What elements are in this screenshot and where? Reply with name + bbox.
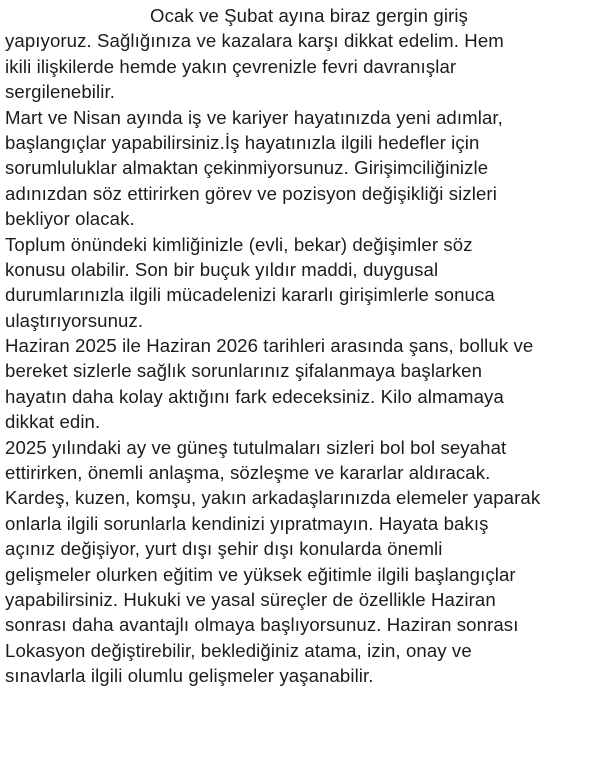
text-line: sonrası daha avantajlı olmaya başlıyorsunuz. Haziran sonrası (5, 614, 519, 636)
text-line: Toplum önündeki kimliğinizle (evli, bekar) değişimler söz (5, 233, 473, 255)
text-line: ikili ilişkilerde hemde yakın çevrenizle fevri davranışlar (5, 55, 457, 77)
text-line: Ocak ve Şubat ayına biraz gergin giriş (150, 5, 468, 26)
text-line: Haziran 2025 ile Haziran 2026 tarihleri arasında şans, bolluk ve (5, 335, 534, 357)
text-line: sınavlarla ilgili olumlu gelişmeler yaşanabilir. (5, 665, 374, 687)
text-line: dikkat edin. (5, 411, 101, 433)
text-line: gelişmeler olurken eğitim ve yüksek eğitimle ilgili başlangıçlar (5, 563, 516, 585)
text-line: bereket sizlerle sağlık sorunlarınız şifalanmaya başlarken (5, 360, 483, 382)
text-line: adınızdan söz ettirirken görev ve pozisyon değişikliği sizleri (5, 182, 497, 204)
text-line: sorumluluklar almaktan çekinmiyorsunuz. Girişimciliğinizle (5, 157, 489, 179)
text-line: bekliyor olacak. (5, 208, 135, 230)
text-line: Mart ve Nisan ayında iş ve kariyer hayatınızda yeni adımlar, (5, 106, 503, 128)
text-line: Lokasyon değiştirebilir, beklediğiniz atama, izin, onay ve (5, 639, 472, 661)
text-line: yapıyoruz. Sağlığınıza ve kazalara karşı dikkat edelim. Hem (5, 30, 504, 52)
text-line: onlarla ilgili sorunlarla kendinizi yıpratmayın. Hayata bakış (5, 512, 489, 534)
text-line: durumlarınızla ilgili mücadelenizi kararlı girişimlerle sonuca (5, 284, 495, 306)
text-line: hayatın daha kolay aktığını fark edeceksiniz. Kilo almamaya (5, 385, 504, 407)
text-line: açınız değişiyor, yurt dışı şehir dışı konularda önemli (5, 538, 443, 560)
text-line: 2025 yılındaki ay ve güneş tutulmaları sizleri bol bol seyahat (5, 436, 507, 458)
text-line: başlangıçlar yapabilirsiniz.İş hayatınızla ilgili hedefler için (5, 131, 480, 153)
text-line: ulaştırıyorsunuz. (5, 309, 144, 331)
text-line: konusu olabilir. Son bir buçuk yıldır maddi, duygusal (5, 258, 439, 280)
text-line: sergilenebilir. (5, 81, 116, 103)
text-line: Kardeş, kuzen, komşu, yakın arkadaşlarınızda elemeler yaparak (5, 487, 541, 509)
text-line: yapabilirsiniz. Hukuki ve yasal süreçler de özellikle Haziran (5, 588, 496, 610)
horoscope-text (5, 3, 597, 689)
text-line: ettirirken, önemli anlaşma, sözleşme ve kararlar aldıracak. (5, 462, 491, 484)
